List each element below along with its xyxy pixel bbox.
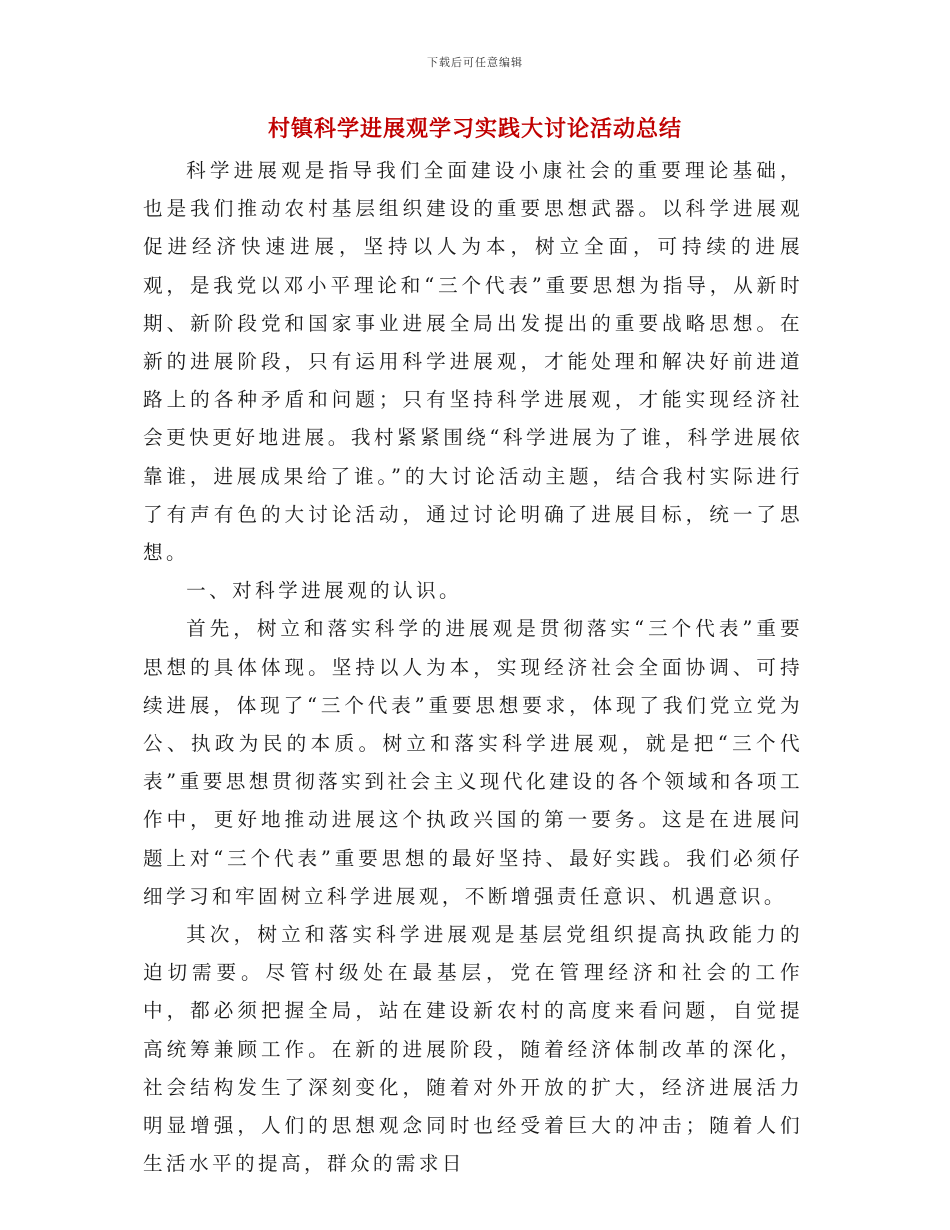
document-body	[143, 152, 803, 1183]
paragraph-first: 首先，树立和落实科学的进展观是贯彻落实“三个代表”重要思想的具体体现。坚持以人为本，实现经济社会全面协调、可持续进展，体现了“三个代表”重要思想要求，体现了我们党立党为公、执政为民的本质。树立和落实科学进展观，就是把“三个代表”重要思想贯彻落实到社会主义现代化建设的各个领域和各项工作中，更好地推动进展这个执政兴国的第一要务。这是在进展问题上对“三个代表”重要思想的最好坚持、最好实践。我们必须仔细学习和牢固树立科学进展观，不断增强责任意识、机遇意识。	[143, 617, 803, 908]
section-heading-1: 一、对科学进展观的认识。	[186, 579, 463, 603]
header-note: 下载后可任意编辑	[427, 56, 523, 69]
paragraph-intro: 科学进展观是指导我们全面建设小康社会的重要理论基础，也是我们推动农村基层组织建设的重要思想武器。以科学进展观促进经济快速进展，坚持以人为本，树立全面，可持续的进展观，是我党以邓小平理论和“三个代表”重要思想为指导，从新时期、新阶段党和国家事业进展全局出发提出的重要战略思想。在新的进展阶段，只有运用科学进展观，才能处理和解决好前进道路上的各种矛盾和问题；只有坚持科学进展观，才能实现经济社会更快更好地进展。我村紧紧围绕“科学进展为了谁，科学进展依靠谁，进展成果给了谁。”的大讨论活动主题，结合我村实际进行了有声有色的大讨论活动，通过讨论明确了进展目标，统一了思想。	[143, 159, 803, 565]
paragraph-second: 其次，树立和落实科学进展观是基层党组织提高执政能力的迫切需要。尽管村级处在最基层，党在管理经济和社会的工作中，都必须把握全局，站在建设新农村的高度来看问题，自觉提高统筹兼顾工作。在新的进展阶段，随着经济体制改革的深化，社会结构发生了深刻变化，随着对外开放的扩大，经济进展活力明显增强，人们的思想观念同时也经受着巨大的冲击；随着人们生活水平的提高，群众的需求日	[143, 923, 803, 1176]
document-title: 村镇科学进展观学习实践大讨论活动总结	[267, 116, 682, 142]
